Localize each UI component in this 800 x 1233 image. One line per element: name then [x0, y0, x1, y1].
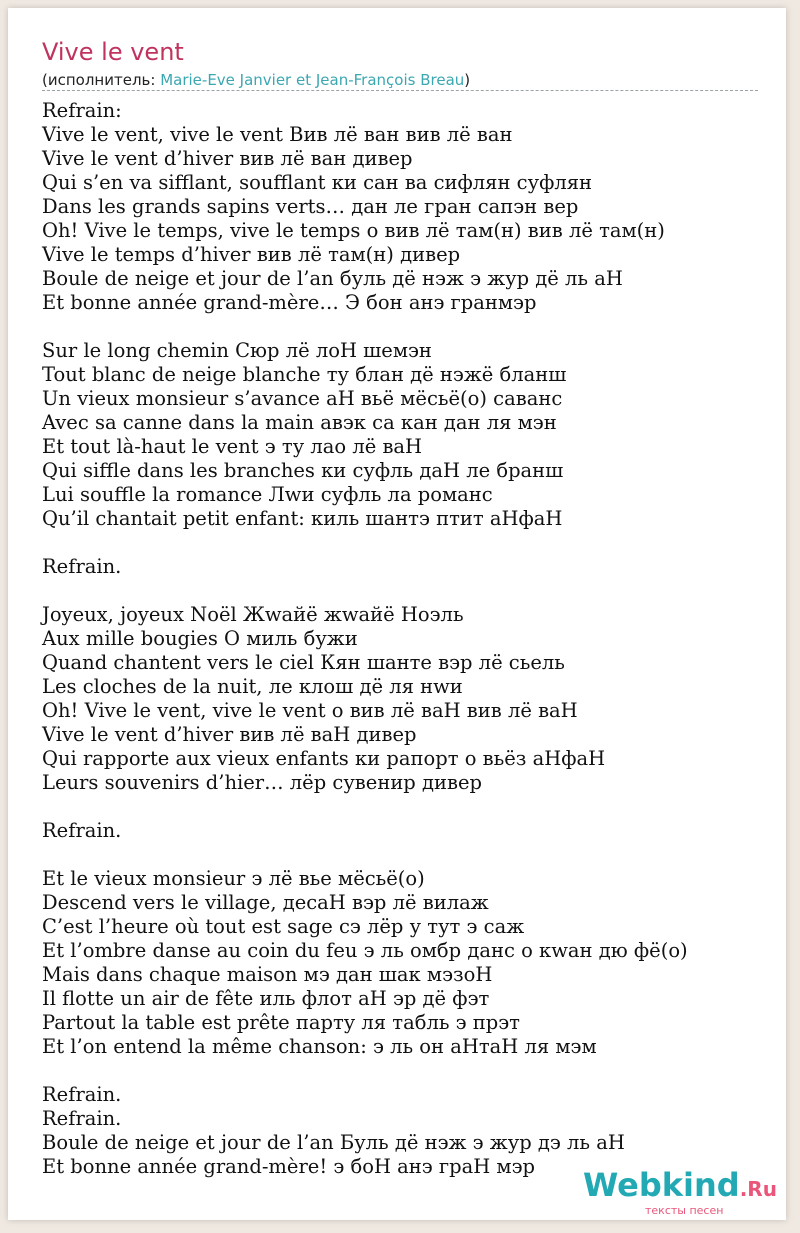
- lyrics-page: [8, 8, 786, 1220]
- lyric-line: Tout blanc de neige blanche ту блан дё нэжё бланш: [42, 363, 567, 386]
- lyric-line: Qui s’en va sifflant, soufflant ки сан ва сифлян суфлян: [42, 171, 593, 194]
- lyric-line: Mais dans chaque maison мэ дан шак мэзоН: [42, 963, 493, 986]
- artist-link[interactable]: Marie-Eve Janvier et Jean-François Breau: [160, 71, 465, 89]
- lyric-line: Qui siffle dans les branches ки суфль даН ле бранш: [42, 459, 564, 482]
- logo-tagline: тексты песен: [645, 1204, 724, 1217]
- performer-suffix: ): [464, 71, 471, 89]
- lyric-line: C’est l’heure où tout est sage сэ лёр у тут э саж: [42, 915, 525, 938]
- lyric-line: Les cloches de la nuit, ле клош дё ля нwи: [42, 675, 463, 698]
- lyric-line: Partout la table est prête парту ля табль э прэт: [42, 1011, 520, 1034]
- lyric-line: Oh! Vive le temps, vive le temps о вив лё там(н) вив лё там(н): [42, 219, 665, 242]
- lyric-line: Quand chantent vers le ciel Кян шанте вэр лё сьель: [42, 651, 565, 674]
- lyric-line: Refrain.: [42, 555, 122, 578]
- stanza-gap: [42, 531, 772, 555]
- lyric-line: Et l’ombre danse au coin du feu э ль омбр данс о кwан дю фё(о): [42, 939, 688, 962]
- lyric-line: Sur le long chemin Сюр лё лоН шемэн: [42, 339, 432, 362]
- lyric-line: Refrain.: [42, 1083, 122, 1106]
- lyric-line: Descend vers le village, десаН вэр лё вилаж: [42, 891, 489, 914]
- lyric-line: Un vieux monsieur s’avance аН вьё мёсьё(о) саванс: [42, 387, 563, 410]
- logo-brand: Webkind: [583, 1166, 740, 1204]
- lyric-line: Joyeux, joyeux Noël Жwайё жwайё Ноэль: [42, 603, 464, 626]
- stanza-gap: [42, 795, 772, 819]
- lyric-line: Refrain.: [42, 1107, 122, 1130]
- lyric-line: Refrain.: [42, 819, 122, 842]
- stanza-gap: [42, 579, 772, 603]
- lyric-line: Aux mille bougies О миль бужи: [42, 627, 358, 650]
- lyric-line: Et tout là-haut le vent э ту лао лё ваН: [42, 435, 423, 458]
- lyric-line: Leurs souvenirs d’hier… лёр сувенир дивер: [42, 771, 482, 794]
- lyric-line: Il flotte un air de fête иль флот аН эр дё фэт: [42, 987, 490, 1010]
- performer-prefix: (исполнитель:: [42, 71, 161, 89]
- dashed-divider: [42, 90, 758, 91]
- lyric-line: Qui rapporte aux vieux enfants ки рапорт о вьёз аНфаН: [42, 747, 606, 770]
- stanza-gap: [42, 315, 772, 339]
- lyric-line: Vive le temps d’hiver вив лё там(н) дивер: [42, 243, 461, 266]
- lyric-line: Refrain:: [42, 99, 122, 122]
- logo-tld: .Ru: [739, 1177, 777, 1201]
- lyric-line: Et l’on entend la même chanson: э ль он аНтаН ля мэм: [42, 1035, 597, 1058]
- lyric-line: Boule de neige et jour de l’an Буль дё нэж э жур дэ ль аН: [42, 1131, 625, 1154]
- stanza-gap: [42, 843, 772, 867]
- lyric-line: Et bonne année grand-mère… Э бон анэ гранмэр: [42, 291, 537, 314]
- lyric-line: Vive le vent d’hiver вив лё ваН дивер: [42, 723, 417, 746]
- performer-line: [42, 71, 470, 89]
- lyric-line: Et le vieux monsieur э лё вье мёсьё(о): [42, 867, 425, 890]
- lyric-line: Lui souffle la romance Лwи суфль ла романс: [42, 483, 493, 506]
- lyric-line: Boule de neige et jour de l’an буль дё нэж э жур дё ль аН: [42, 267, 623, 290]
- lyric-line: Dans les grands sapins verts… дан ле гран сапэн вер: [42, 195, 579, 218]
- lyric-line: Vive le vent d’hiver вив лё ван дивер: [42, 147, 413, 170]
- stanza-gap: [42, 1059, 772, 1083]
- lyric-line: Vive le vent, vive le vent Вив лё ван вив лё ван: [42, 123, 513, 146]
- lyric-line: Qu’il chantait petit enfant: киль шантэ птит аНфаН: [42, 507, 563, 530]
- lyric-line: Avec sa canne dans la main авэк са кан дан ля мэн: [42, 411, 557, 434]
- song-title: Vive le vent: [42, 38, 184, 66]
- lyric-line: Et bonne année grand-mère! э боН анэ граН мэр: [42, 1155, 536, 1178]
- lyric-line: Oh! Vive le vent, vive le vent о вив лё ваН вив лё ваН: [42, 699, 578, 722]
- webkind-logo[interactable]: [583, 1166, 777, 1217]
- lyrics-text: [42, 99, 772, 1179]
